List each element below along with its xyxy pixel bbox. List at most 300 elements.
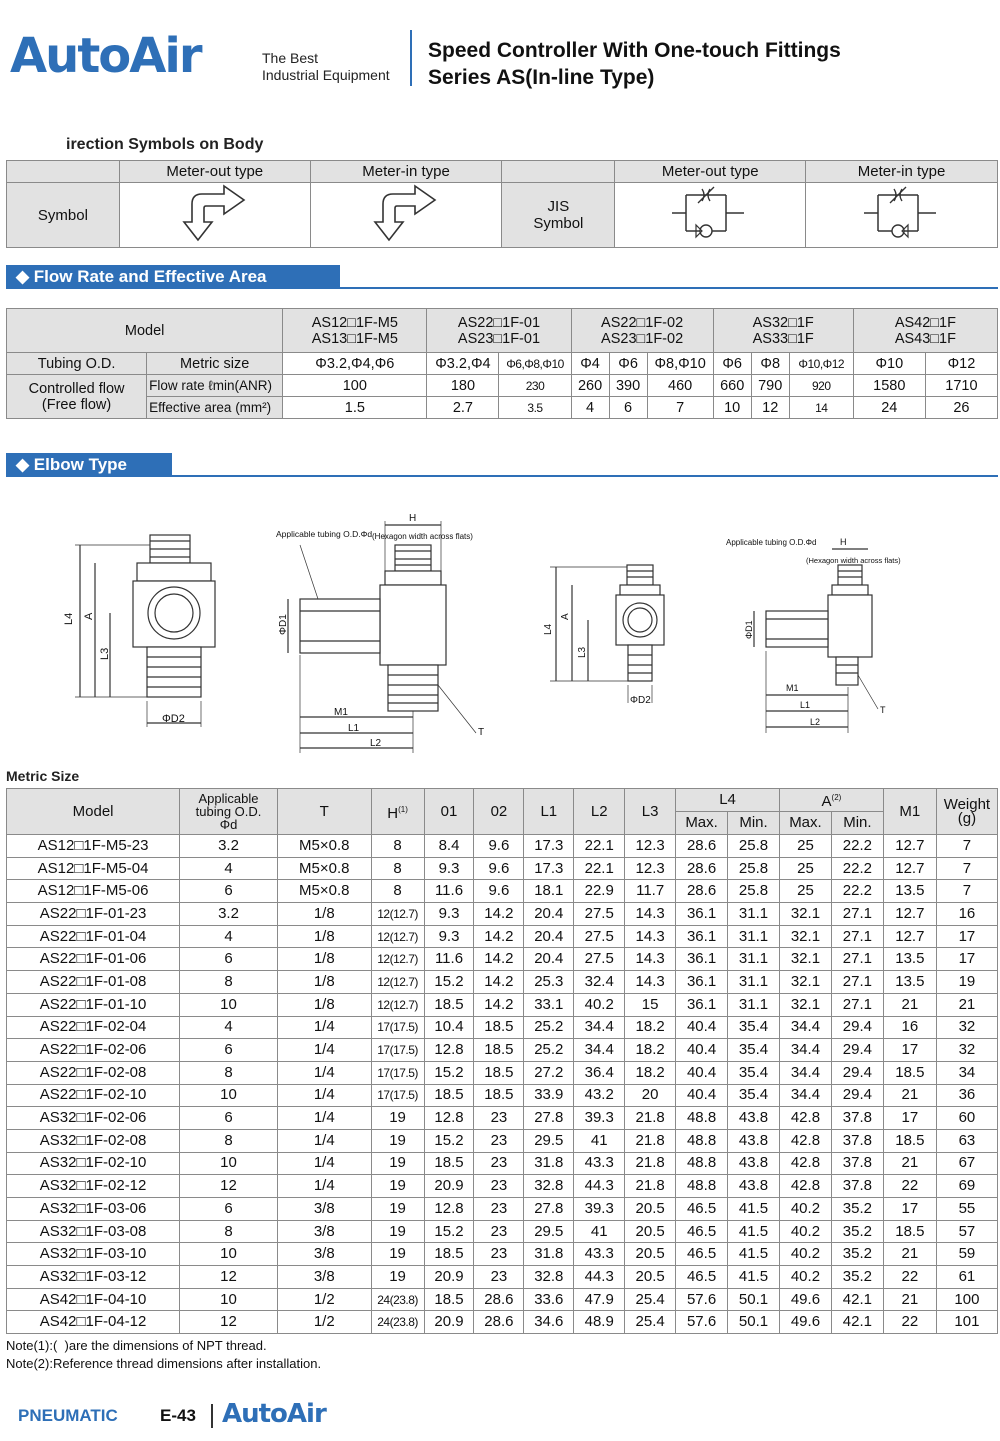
- tagline-line-2: Industrial Equipment: [262, 67, 390, 83]
- table-cell: 22: [883, 1175, 936, 1198]
- table-cell: 34.4: [779, 1039, 831, 1062]
- table-cell: 36.1: [676, 903, 728, 926]
- table-cell: 47.9: [574, 1288, 625, 1311]
- size-cell: Φ4: [571, 353, 609, 375]
- table-cell: 18.5: [883, 1220, 936, 1243]
- size-cell: Φ6: [713, 353, 751, 375]
- area-value: 14: [789, 397, 853, 419]
- model-line: AS43□1F: [894, 330, 956, 347]
- table-cell: 6: [180, 1039, 278, 1062]
- table-cell: 15.2: [424, 1061, 474, 1084]
- table-row: [7, 1220, 998, 1243]
- model-cell: AS12□1F-M5-04: [7, 857, 180, 880]
- model-cell: AS32□1F-03-08: [7, 1220, 180, 1243]
- table-cell: 15.2: [424, 971, 474, 994]
- table-cell: 42.8: [779, 1129, 831, 1152]
- model-line: AS22□1F-01: [457, 314, 541, 331]
- table-cell: 14.3: [625, 948, 676, 971]
- table-cell: 41: [574, 1129, 625, 1152]
- table-cell: 18.5: [474, 1016, 524, 1039]
- table-cell: 10: [180, 1243, 278, 1266]
- table-cell: 21.8: [625, 1152, 676, 1175]
- table-cell: 21.8: [625, 1107, 676, 1130]
- table-cell: 8: [371, 835, 424, 858]
- table-cell: 18.5: [474, 1039, 524, 1062]
- table-row: [7, 1243, 998, 1266]
- direction-heading: irection Symbols on Body: [66, 136, 264, 153]
- table-cell: 31.1: [728, 903, 780, 926]
- table-cell: 1/2: [277, 1311, 371, 1334]
- table-cell: 43.2: [574, 1084, 625, 1107]
- table-cell: 1/8: [277, 993, 371, 1016]
- model-line: AS42□1F: [894, 314, 956, 331]
- table-cell: 28.6: [474, 1288, 524, 1311]
- table-cell: 31.1: [728, 948, 780, 971]
- table-cell: 35.4: [728, 1039, 780, 1062]
- area-value: 1.5: [283, 397, 427, 419]
- header-line: Applicable: [198, 791, 259, 806]
- side-view-small: [754, 549, 878, 733]
- tubing-label: Tubing O.D.: [7, 353, 147, 375]
- dim-L4: L4: [63, 612, 75, 625]
- table-cell: 28.6: [676, 835, 728, 858]
- table-cell: 27.1: [831, 993, 883, 1016]
- controlled-line: (Free flow): [41, 396, 112, 413]
- table-cell: 42.8: [779, 1152, 831, 1175]
- table-cell: 28.6: [474, 1311, 524, 1334]
- model-line: AS32□1F: [752, 314, 814, 331]
- table-cell: 18.5: [424, 1243, 474, 1266]
- table-row: [7, 993, 998, 1016]
- col-A-max: Max.: [779, 812, 831, 835]
- table-cell: 8: [180, 1220, 278, 1243]
- table-cell: 1/4: [277, 1039, 371, 1062]
- col-L4-max: Max.: [676, 812, 728, 835]
- table-cell: 22.9: [574, 880, 625, 903]
- table-cell: 12.7: [883, 925, 936, 948]
- table-row: [7, 903, 998, 926]
- table-cell: 28.6: [676, 857, 728, 880]
- table-cell: 35.2: [831, 1243, 883, 1266]
- area-value: 4: [571, 397, 609, 419]
- table-cell: 18.1: [524, 880, 574, 903]
- table-cell: 4: [180, 925, 278, 948]
- flow-value: 790: [751, 375, 789, 397]
- table-cell: 44.3: [574, 1266, 625, 1289]
- table-cell: 13.5: [883, 971, 936, 994]
- col-meter-out: Meter-out type: [119, 161, 310, 183]
- jis-meter-in-icon: [862, 183, 942, 243]
- dim-L3-small: L3: [577, 646, 588, 658]
- table-cell: 55: [936, 1198, 997, 1221]
- table-cell: 12.8: [424, 1039, 474, 1062]
- table-cell: 27.5: [574, 948, 625, 971]
- table-cell: 46.5: [676, 1220, 728, 1243]
- table-cell: 25: [779, 857, 831, 880]
- table-cell: 39.3: [574, 1198, 625, 1221]
- table-cell: 1/8: [277, 925, 371, 948]
- table-cell: 21: [883, 1243, 936, 1266]
- col-meter-in: Meter-in type: [310, 161, 502, 183]
- table-cell: 18.5: [883, 1061, 936, 1084]
- meter-out-arrow-icon: [180, 184, 250, 242]
- table-cell: 20.4: [524, 948, 574, 971]
- dim-M1-small: M1: [786, 683, 799, 693]
- table-cell: 17: [936, 925, 997, 948]
- table-cell: 19: [371, 1107, 424, 1130]
- metric-size-label: Metric size: [147, 353, 283, 375]
- table-row: [7, 1016, 998, 1039]
- meter-in-arrow-cell: [310, 183, 502, 248]
- model-cell: AS22□1F-02-10: [7, 1084, 180, 1107]
- table-cell: 1/8: [277, 903, 371, 926]
- table-cell: 48.8: [676, 1175, 728, 1198]
- table-cell: 11.7: [625, 880, 676, 903]
- table-cell: 100: [936, 1288, 997, 1311]
- header-divider: [410, 30, 412, 86]
- table-cell: 10: [180, 1084, 278, 1107]
- model-cell: AS12□1F-M5-06: [7, 880, 180, 903]
- model-line: AS22□1F-02: [601, 314, 684, 331]
- table-cell: 31.1: [728, 971, 780, 994]
- table-cell: 1/4: [277, 1084, 371, 1107]
- flow-model-2: [427, 309, 571, 353]
- table-cell: 10.4: [424, 1016, 474, 1039]
- table-cell: 27.2: [524, 1061, 574, 1084]
- table-cell: 27.8: [524, 1107, 574, 1130]
- header-line: Φd: [219, 817, 238, 832]
- table-cell: 29.5: [524, 1220, 574, 1243]
- table-cell: 19: [371, 1175, 424, 1198]
- table-cell: 57.6: [676, 1288, 728, 1311]
- table-cell: 25.4: [625, 1288, 676, 1311]
- model-cell: AS32□1F-03-10: [7, 1243, 180, 1266]
- table-cell: 12.3: [625, 835, 676, 858]
- table-cell: 40.2: [779, 1198, 831, 1221]
- table-cell: 18.5: [474, 1061, 524, 1084]
- model-cell: AS22□1F-01-06: [7, 948, 180, 971]
- table-cell: 24(23.8): [371, 1311, 424, 1334]
- table-cell: 36.1: [676, 925, 728, 948]
- table-cell: 42.1: [831, 1311, 883, 1334]
- table-cell: 25.4: [625, 1311, 676, 1334]
- table-cell: 9.6: [474, 835, 524, 858]
- table-cell: 19: [371, 1243, 424, 1266]
- dim-D1-small: ΦD1: [744, 620, 754, 639]
- table-cell: 48.8: [676, 1129, 728, 1152]
- col-L1: L1: [524, 789, 574, 835]
- model-line: AS23□1F-02: [601, 330, 684, 347]
- table-cell: 9.3: [424, 925, 474, 948]
- model-line: AS13□1F-M5: [311, 330, 398, 347]
- table-cell: 35.2: [831, 1198, 883, 1221]
- flow-value: 390: [609, 375, 647, 397]
- table-cell: 27.5: [574, 925, 625, 948]
- table-cell: 6: [180, 948, 278, 971]
- jis-symbol-label: [502, 183, 615, 248]
- table-cell: 43.8: [728, 1175, 780, 1198]
- front-view-large: [75, 535, 215, 727]
- table-cell: M5×0.8: [277, 880, 371, 903]
- table-cell: 14.2: [474, 948, 524, 971]
- dim-L4-small: L4: [543, 623, 554, 635]
- size-cell: Φ8: [751, 353, 789, 375]
- table-cell: 36: [936, 1084, 997, 1107]
- flow-value: 180: [427, 375, 499, 397]
- table-cell: 17.3: [524, 835, 574, 858]
- table-cell: 37.8: [831, 1107, 883, 1130]
- table-cell: 8: [180, 1061, 278, 1084]
- col-02: 02: [474, 789, 524, 835]
- table-cell: 19: [371, 1198, 424, 1221]
- flow-model-5: [853, 309, 997, 353]
- table-cell: 20.5: [625, 1198, 676, 1221]
- table-cell: 48.8: [676, 1107, 728, 1130]
- table-cell: 31.8: [524, 1243, 574, 1266]
- model-cell: AS22□1F-01-23: [7, 903, 180, 926]
- table-cell: 43.3: [574, 1243, 625, 1266]
- size-cell: Φ8,Φ10: [647, 353, 713, 375]
- table-cell: 21: [883, 1152, 936, 1175]
- table-row: [7, 835, 998, 858]
- table-cell: 67: [936, 1152, 997, 1175]
- table-cell: 34.4: [779, 1084, 831, 1107]
- size-cell: Φ10: [853, 353, 925, 375]
- dim-H: H: [409, 513, 417, 524]
- table-cell: 40.2: [779, 1266, 831, 1289]
- col-applicable: [180, 789, 278, 835]
- table-cell: 12.7: [883, 857, 936, 880]
- table-cell: 17.3: [524, 857, 574, 880]
- table-cell: M5×0.8: [277, 857, 371, 880]
- table-cell: 18.2: [625, 1039, 676, 1062]
- table-cell: 22.1: [574, 835, 625, 858]
- table-cell: 29.4: [831, 1039, 883, 1062]
- table-cell: 34.4: [779, 1061, 831, 1084]
- table-cell: 29.4: [831, 1061, 883, 1084]
- table-cell: 41.5: [728, 1220, 780, 1243]
- elbow-section-header: [6, 453, 172, 477]
- table-cell: 35.4: [728, 1061, 780, 1084]
- table-cell: 37.8: [831, 1152, 883, 1175]
- table-cell: 21.8: [625, 1129, 676, 1152]
- table-cell: 40.2: [779, 1243, 831, 1266]
- table-cell: 15: [625, 993, 676, 1016]
- table-cell: 41: [574, 1220, 625, 1243]
- table-cell: 14.2: [474, 925, 524, 948]
- table-cell: 12.3: [625, 857, 676, 880]
- model-cell: AS32□1F-02-06: [7, 1107, 180, 1130]
- col-01: 01: [424, 789, 474, 835]
- hex-label: (Hexagon width across flats): [372, 532, 473, 541]
- table-cell: 21: [883, 993, 936, 1016]
- table-cell: 9.3: [424, 857, 474, 880]
- model-cell: AS32□1F-02-10: [7, 1152, 180, 1175]
- table-cell: 32: [936, 1039, 997, 1062]
- table-cell: 20.5: [625, 1220, 676, 1243]
- table-cell: 40.2: [779, 1220, 831, 1243]
- header-A-text: A: [821, 793, 832, 810]
- table-cell: 21: [883, 1084, 936, 1107]
- table-cell: 18.5: [424, 1152, 474, 1175]
- table-cell: 12(12.7): [371, 993, 424, 1016]
- model-cell: AS32□1F-02-08: [7, 1129, 180, 1152]
- size-cell: Φ6: [609, 353, 647, 375]
- table-cell: 19: [371, 1220, 424, 1243]
- table-cell: 14.2: [474, 903, 524, 926]
- table-cell: 37.8: [831, 1175, 883, 1198]
- table-cell: 34.4: [574, 1016, 625, 1039]
- table-cell: 12: [180, 1175, 278, 1198]
- table-cell: 57: [936, 1220, 997, 1243]
- table-row: [7, 1311, 998, 1334]
- table-row: [7, 1061, 998, 1084]
- table-cell: 29.5: [524, 1129, 574, 1152]
- table-cell: 36.4: [574, 1061, 625, 1084]
- table-cell: 32.8: [524, 1266, 574, 1289]
- table-cell: 35.2: [831, 1266, 883, 1289]
- table-row: [7, 1288, 998, 1311]
- table-cell: 7: [936, 880, 997, 903]
- flow-section-title: Flow Rate and Effective Area: [33, 267, 267, 286]
- col-M1: M1: [883, 789, 936, 835]
- table-cell: 16: [883, 1016, 936, 1039]
- table-cell: 10: [180, 993, 278, 1016]
- footer-logo: AutoAir: [222, 1399, 326, 1429]
- table-cell: 41.5: [728, 1243, 780, 1266]
- table-row: [7, 1107, 998, 1130]
- table-cell: 12.7: [883, 903, 936, 926]
- flow-model-3: [571, 309, 713, 353]
- footer-pneumatic: PNEUMATIC: [18, 1406, 118, 1425]
- model-cell: AS12□1F-M5-23: [7, 835, 180, 858]
- effective-area-label: Effective area (mm²): [147, 397, 283, 419]
- table-cell: 35.4: [728, 1016, 780, 1039]
- col-model: Model: [7, 789, 180, 835]
- area-value: 10: [713, 397, 751, 419]
- table-cell: 17: [883, 1039, 936, 1062]
- table-cell: 23: [474, 1175, 524, 1198]
- table-cell: 46.5: [676, 1243, 728, 1266]
- flow-rate-table: [6, 308, 998, 419]
- table-row: [7, 1129, 998, 1152]
- page-title: [428, 37, 841, 91]
- table-cell: 18.5: [424, 1084, 474, 1107]
- brand-logo: AutoAir: [10, 28, 201, 84]
- footer-page-number: E-43: [160, 1406, 196, 1425]
- table-cell: 9.6: [474, 880, 524, 903]
- table-cell: 27.1: [831, 948, 883, 971]
- table-cell: 17: [883, 1198, 936, 1221]
- table-cell: 25.8: [728, 835, 780, 858]
- table-cell: 40.4: [676, 1039, 728, 1062]
- table-cell: 34.4: [574, 1039, 625, 1062]
- table-cell: 50.1: [728, 1311, 780, 1334]
- table-cell: 18.5: [424, 1288, 474, 1311]
- table-cell: 6: [180, 880, 278, 903]
- table-cell: 14.2: [474, 971, 524, 994]
- table-cell: 44.3: [574, 1175, 625, 1198]
- table-cell: 25.2: [524, 1039, 574, 1062]
- table-cell: 15.2: [424, 1129, 474, 1152]
- table-cell: 8: [180, 1129, 278, 1152]
- table-cell: 12(12.7): [371, 971, 424, 994]
- col-jis-meter-in: Meter-in type: [806, 161, 998, 183]
- table-cell: 12.8: [424, 1198, 474, 1221]
- model-cell: AS32□1F-03-12: [7, 1266, 180, 1289]
- row-symbol-label: Symbol: [7, 183, 120, 248]
- flow-section-line: [6, 287, 998, 289]
- table-cell: 22: [883, 1266, 936, 1289]
- table-cell: 29.4: [831, 1084, 883, 1107]
- flow-model-label: Model: [7, 309, 283, 353]
- table-cell: 1/8: [277, 971, 371, 994]
- table-row: [7, 971, 998, 994]
- dim-L2-small: L2: [810, 717, 821, 727]
- diamond-icon: ◆: [16, 455, 34, 474]
- note-1: Note(1):( )are the dimensions of NPT thread.: [6, 1338, 267, 1353]
- table-cell: 23: [474, 1220, 524, 1243]
- table-cell: 10: [180, 1288, 278, 1311]
- table-cell: 32: [936, 1016, 997, 1039]
- area-value: 3.5: [499, 397, 571, 419]
- model-cell: AS22□1F-01-10: [7, 993, 180, 1016]
- table-cell: 18.5: [424, 993, 474, 1016]
- dim-M1: M1: [334, 707, 348, 718]
- table-cell: 39.3: [574, 1107, 625, 1130]
- table-cell: 36.1: [676, 948, 728, 971]
- area-value: 12: [751, 397, 789, 419]
- table-cell: 20: [625, 1084, 676, 1107]
- area-value: 6: [609, 397, 647, 419]
- table-cell: 46.5: [676, 1266, 728, 1289]
- dim-D1: ΦD1: [278, 614, 289, 635]
- table-cell: 27.8: [524, 1198, 574, 1221]
- table-cell: 61: [936, 1266, 997, 1289]
- table-row: [7, 1084, 998, 1107]
- table-cell: 34: [936, 1061, 997, 1084]
- flow-value: 460: [647, 375, 713, 397]
- model-cell: AS22□1F-01-04: [7, 925, 180, 948]
- model-cell: AS22□1F-02-06: [7, 1039, 180, 1062]
- table-cell: 21: [883, 1288, 936, 1311]
- table-cell: 32.1: [779, 993, 831, 1016]
- table-cell: 27.5: [574, 903, 625, 926]
- model-line: AS33□1F: [752, 330, 814, 347]
- tagline: [262, 50, 390, 84]
- table-cell: 8: [371, 857, 424, 880]
- table-cell: 23: [474, 1129, 524, 1152]
- elbow-section-title: Elbow Type: [33, 455, 127, 474]
- table-cell: 101: [936, 1311, 997, 1334]
- note-2: Note(2):Reference thread dimensions after installation.: [6, 1356, 322, 1371]
- table-cell: 17: [883, 1107, 936, 1130]
- table-cell: 14.3: [625, 971, 676, 994]
- table-cell: 43.8: [728, 1129, 780, 1152]
- table-cell: 17(17.5): [371, 1039, 424, 1062]
- dim-T-small: T: [880, 705, 886, 715]
- table-row: [7, 925, 998, 948]
- model-cell: AS22□1F-01-08: [7, 971, 180, 994]
- table-cell: 22.2: [831, 857, 883, 880]
- col-A: [779, 789, 883, 812]
- table-cell: 29.4: [831, 1016, 883, 1039]
- table-cell: 22: [883, 1311, 936, 1334]
- size-cell: Φ12: [925, 353, 997, 375]
- diamond-icon: ◆: [16, 267, 34, 286]
- model-cell: AS32□1F-03-06: [7, 1198, 180, 1221]
- table-cell: 25.8: [728, 880, 780, 903]
